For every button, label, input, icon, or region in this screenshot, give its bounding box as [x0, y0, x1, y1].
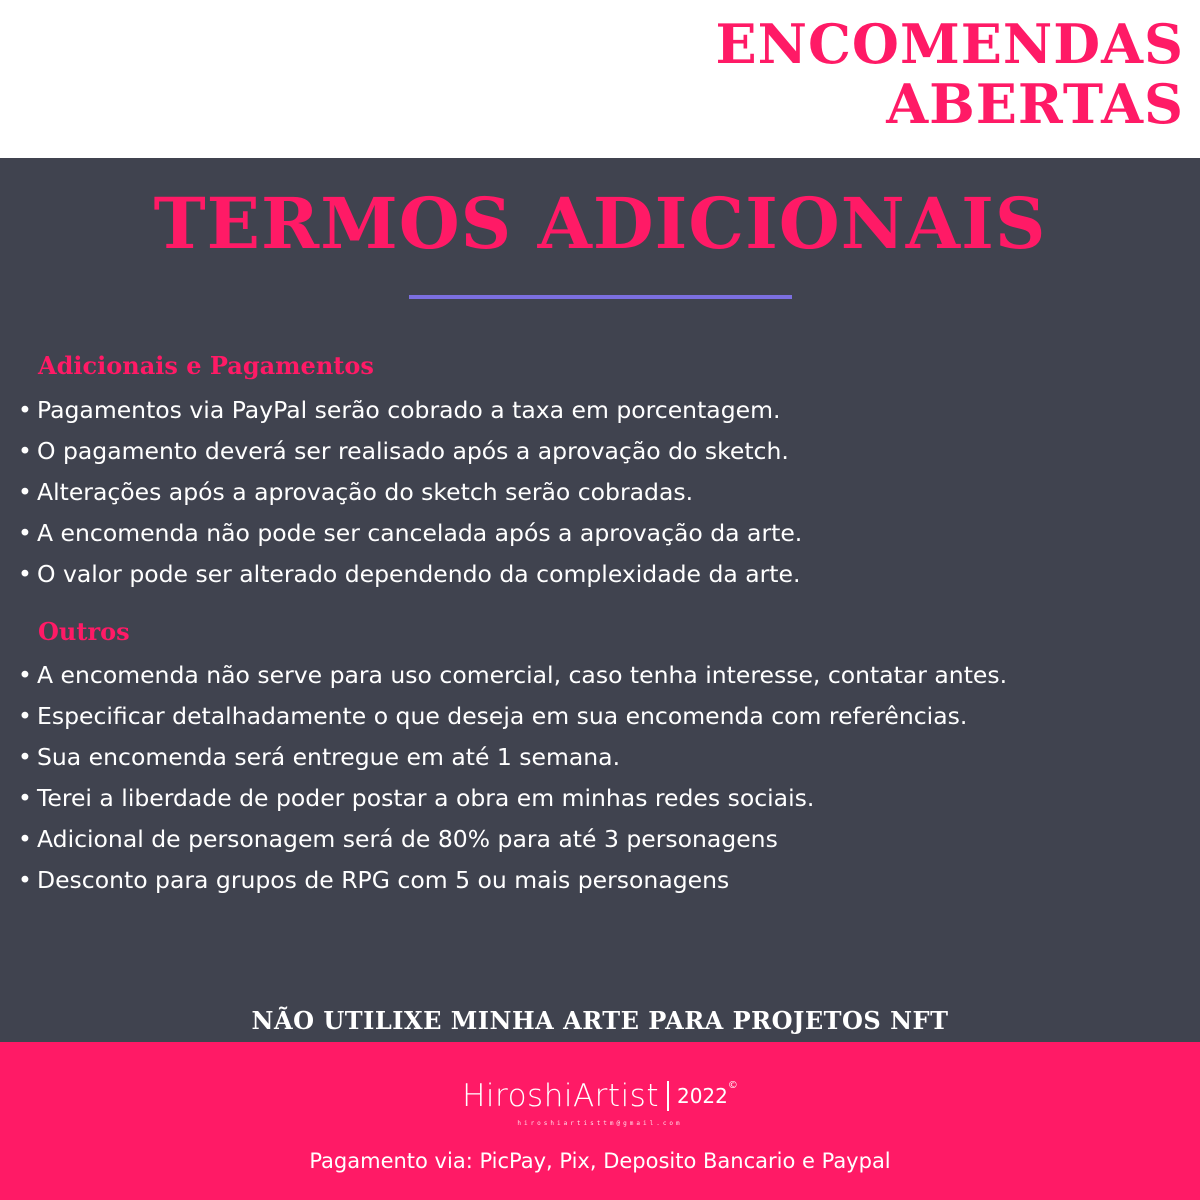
- list-item-text: Terei a liberdade de poder postar a obra em minhas redes sociais.: [37, 784, 815, 812]
- list-item-text: Especificar detalhadamente o que deseja em sua encomenda com referências.: [37, 702, 968, 730]
- copyright-icon: ©: [727, 1080, 738, 1091]
- list-item-text: A encomenda não serve para uso comercial, caso tenha interesse, contatar antes.: [37, 661, 1008, 689]
- page-title: TERMOS ADICIONAIS: [153, 182, 1047, 265]
- bullet-icon: •: [18, 784, 32, 812]
- open-commissions-title: [715, 14, 1184, 134]
- bullet-icon: •: [18, 743, 32, 771]
- list-item-text: O valor pode ser alterado dependendo da complexidade da arte.: [37, 560, 801, 588]
- bullet-icon: •: [18, 478, 32, 506]
- list-item: [18, 554, 802, 595]
- terms-panel: [0, 158, 1200, 1042]
- list-item-text: Adicional de personagem será de 80% para até 3 personagens: [37, 825, 778, 853]
- brand-separator: [667, 1081, 669, 1111]
- payment-methods: Pagamento via: PicPay, Pix, Deposito Bancario e Paypal: [309, 1149, 891, 1173]
- list-item: [18, 696, 1007, 737]
- bullet-icon: •: [18, 702, 32, 730]
- brand-logo: [0, 1078, 1200, 1114]
- open-commissions-title-line2: ABERTAS: [886, 72, 1184, 136]
- list-item: [18, 513, 802, 554]
- footer-banner: [0, 1042, 1200, 1200]
- list-item: [18, 819, 1007, 860]
- title-divider: [409, 295, 792, 299]
- list-item-text: Sua encomenda será entregue em até 1 semana.: [37, 743, 621, 771]
- top-banner: [0, 0, 1200, 158]
- other-terms-list: [18, 655, 1007, 901]
- bullet-icon: •: [18, 560, 32, 588]
- bullet-icon: •: [18, 519, 32, 547]
- brand-year: 2022: [676, 1084, 728, 1108]
- list-item: [18, 737, 1007, 778]
- bullet-icon: •: [18, 866, 32, 894]
- list-item-text: O pagamento deverá ser realisado após a aprovação do sketch.: [37, 437, 789, 465]
- list-item-text: A encomenda não pode ser cancelada após a aprovação da arte.: [37, 519, 803, 547]
- list-item-text: Pagamentos via PayPal serão cobrado a taxa em porcentagem.: [37, 396, 781, 424]
- brand-email: hiroshiartisttm@gmail.com: [517, 1120, 683, 1127]
- bullet-icon: •: [18, 825, 32, 853]
- list-item-text: Alterações após a aprovação do sketch serão cobradas.: [37, 478, 694, 506]
- list-item: [18, 778, 1007, 819]
- bullet-icon: •: [18, 396, 32, 424]
- list-item: [18, 431, 802, 472]
- nft-warning: NÃO UTILIXE MINHA ARTE PARA PROJETOS NFT: [251, 1006, 949, 1035]
- bullet-icon: •: [18, 661, 32, 689]
- list-item: [18, 860, 1007, 901]
- list-item: [18, 390, 802, 431]
- brand-name: HiroshiArtist: [462, 1078, 659, 1114]
- section-heading-payments: Adicionais e Pagamentos: [38, 351, 374, 380]
- open-commissions-title-line1: ENCOMENDAS: [715, 12, 1184, 76]
- bullet-icon: •: [18, 437, 32, 465]
- section-heading-others: Outros: [38, 617, 130, 646]
- list-item: [18, 655, 1007, 696]
- list-item-text: Desconto para grupos de RPG com 5 ou mais personagens: [37, 866, 730, 894]
- payments-terms-list: [18, 390, 802, 595]
- list-item: [18, 472, 802, 513]
